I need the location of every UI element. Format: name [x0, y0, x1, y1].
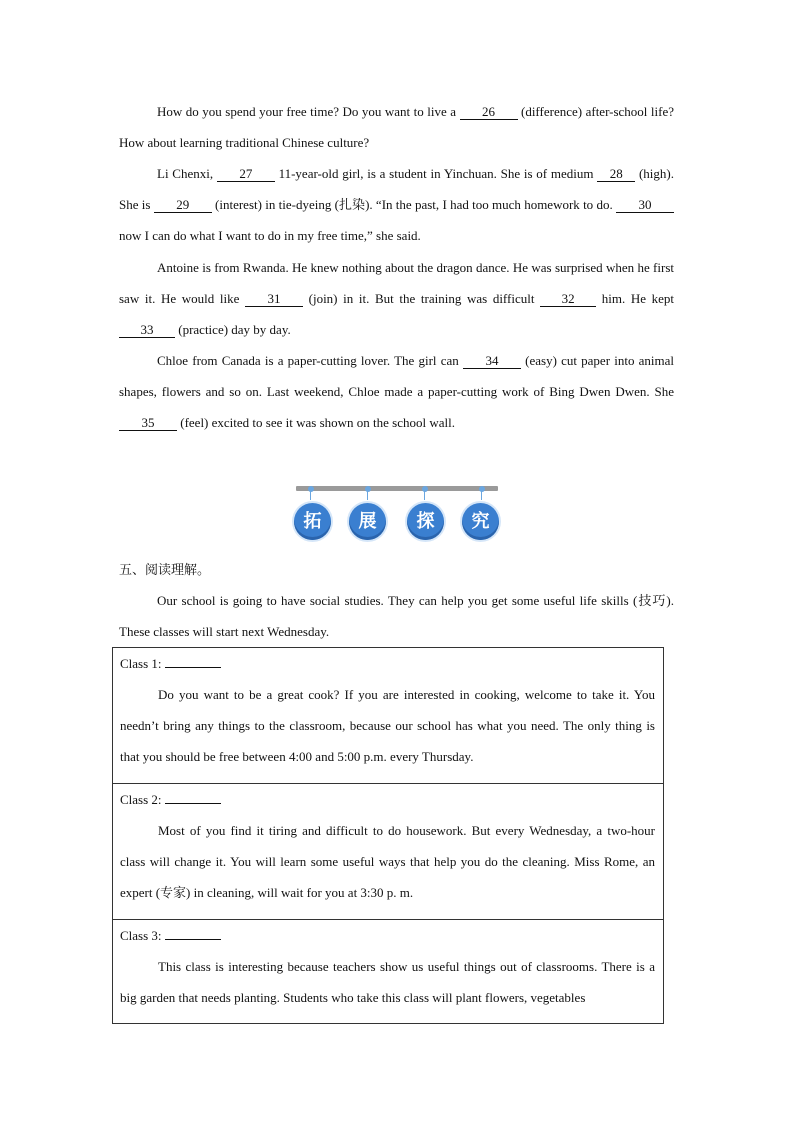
- class-answer-blank[interactable]: [165, 657, 221, 668]
- banner-dot: [479, 486, 485, 492]
- class-title: [113, 648, 663, 679]
- cloze-paragraph-2: [119, 158, 674, 251]
- reading-intro: Our school is going to have social studies. They can help you get some useful life skills (技巧). These classes will start next Wednesday.: [119, 593, 674, 639]
- blank-30[interactable]: 30: [616, 197, 674, 213]
- banner-stem: [367, 491, 368, 500]
- class-title-text: Class 2:: [120, 792, 165, 807]
- cloze-text: (interest) in tie-dyeing (扎染). “In the past, I had too much homework to do.: [211, 197, 617, 212]
- section-title: 五、阅读理解。: [119, 562, 211, 577]
- blank-31[interactable]: 31: [245, 291, 303, 307]
- blank-28[interactable]: 28: [597, 166, 635, 182]
- cloze-text: (feel) excited to see it was shown on the school wall.: [177, 415, 455, 430]
- cloze-text: (high). She is: [119, 166, 674, 212]
- banner-bar: [296, 486, 498, 491]
- class-title: [113, 920, 663, 951]
- cloze-text: him. He kept: [596, 291, 674, 306]
- class-box-3: [112, 919, 664, 1024]
- cloze-text: How do you spend your free time? Do you want to live a: [157, 104, 460, 119]
- cloze-paragraph-1: [119, 96, 674, 158]
- blank-34[interactable]: 34: [463, 353, 521, 369]
- class-title-text: Class 1:: [120, 656, 165, 671]
- class-answer-blank[interactable]: [165, 793, 221, 804]
- blank-29[interactable]: 29: [154, 197, 212, 213]
- class-body: This class is interesting because teachers show us useful things out of classrooms. There is a big garden that needs planting. Students who take this class will plant flowers, vegetables: [120, 959, 655, 1005]
- banner-char-4: 究: [462, 503, 499, 540]
- class-box-1: [112, 647, 664, 784]
- class-body: Most of you find it tiring and difficult to do housework. But every Wednesday, a two-hour class will change it. You will learn some useful ways that help you do the cleaning. Miss Rome, an expert (专家) in cleaning, will wait for you at 3:30 p. m.: [120, 823, 655, 900]
- class-body: Do you want to be a great cook? If you are interested in cooking, welcome to take it. You needn’t bring any things to the classroom, because our school has what you need. The only thing is that you should be free between 4:00 and 5:00 p.m. every Thursday.: [120, 687, 655, 764]
- class-title: [113, 784, 663, 815]
- cloze-paragraph-4: [119, 345, 674, 438]
- banner-dot: [365, 486, 371, 492]
- cloze-text: Li Chenxi,: [157, 166, 217, 181]
- class-box-2: [112, 783, 664, 920]
- cloze-paragraph-3: [119, 252, 674, 345]
- extension-banner: [296, 486, 498, 546]
- cloze-text: (easy) cut paper into animal shapes, flowers and so on. Last weekend, Chloe made a paper-cutting work of Bing Dwen Dwen. She: [119, 353, 675, 399]
- cloze-text: Chloe from Canada is a paper-cutting lover. The girl can: [157, 353, 463, 368]
- cloze-text: (difference) after-school life? How about learning traditional Chinese culture?: [119, 104, 675, 150]
- cloze-text: (practice) day by day.: [175, 322, 291, 337]
- blank-26[interactable]: 26: [460, 104, 518, 120]
- cloze-text: 11-year-old girl, is a student in Yinchuan. She is of medium: [274, 166, 598, 181]
- blank-33[interactable]: 33: [119, 322, 175, 338]
- banner-char-2: 展: [349, 503, 386, 540]
- banner-stem: [481, 491, 482, 500]
- banner-dot: [422, 486, 428, 492]
- banner-char-1: 拓: [294, 503, 331, 540]
- banner-dot: [308, 486, 314, 492]
- class-answer-blank[interactable]: [165, 929, 221, 940]
- banner-stem: [424, 491, 425, 500]
- blank-27[interactable]: 27: [217, 166, 275, 182]
- blank-35[interactable]: 35: [119, 415, 177, 431]
- cloze-text: Antoine is from Rwanda. He knew nothing about the dragon dance. He was surprised when he first saw it. He would like: [119, 260, 674, 306]
- blank-32[interactable]: 32: [540, 291, 596, 307]
- cloze-text: (join) in it. But the training was difficult: [303, 291, 541, 306]
- class-title-text: Class 3:: [120, 928, 165, 943]
- cloze-text: now I can do what I want to do in my free time,” she said.: [119, 228, 421, 243]
- banner-char-3: 探: [407, 503, 444, 540]
- banner-stem: [310, 491, 311, 500]
